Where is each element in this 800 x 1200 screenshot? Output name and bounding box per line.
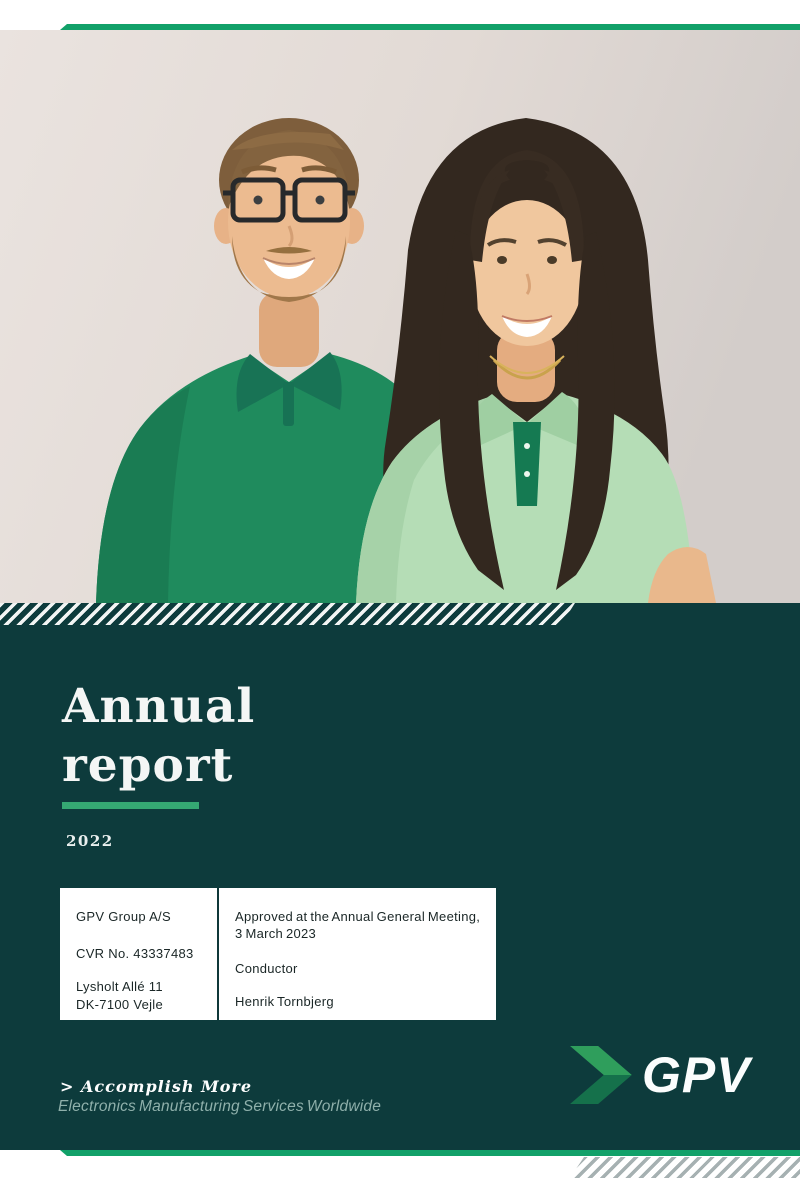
top-white-strip <box>0 0 800 24</box>
title-underline <box>62 802 199 809</box>
address-line2: DK-7100 Vejle <box>76 997 164 1012</box>
gpv-chevron-icon <box>568 1046 632 1104</box>
address-line1: Lysholt Allé 11 <box>76 979 163 994</box>
diagonal-stripes-band <box>0 603 575 625</box>
info-box-divider <box>217 888 219 1020</box>
approval-line2: 3 March 2023 <box>235 926 317 941</box>
info-box-approval-column <box>235 888 490 1010</box>
cover-photo-illustration <box>0 30 800 603</box>
cover-photo <box>0 30 800 603</box>
tagline: > Accomplish More <box>60 1077 253 1096</box>
approval-line1: Approved at the Annual General Meeting, <box>235 909 481 924</box>
cvr-number: CVR No. 43337483 <box>76 946 194 961</box>
title-line2: report <box>62 738 234 793</box>
page-title <box>62 677 255 795</box>
role-label: Conductor <box>235 961 298 976</box>
gpv-logo-text: GPV <box>642 1047 751 1103</box>
info-box <box>60 888 496 1020</box>
company-name: GPV Group A/S <box>76 909 171 924</box>
bottom-stripes-band <box>570 1157 800 1178</box>
lower-panel <box>0 603 800 1150</box>
conductor-name: Henrik Tornbjerg <box>235 994 334 1009</box>
info-box-company-column <box>76 888 211 1013</box>
gpv-logo <box>568 1046 751 1104</box>
bottom-accent-line <box>60 1150 800 1156</box>
title-line1: Annual <box>62 679 256 734</box>
report-year: 2022 <box>66 832 114 850</box>
subtitle: Electronics Manufacturing Services Worldwide <box>58 1098 382 1115</box>
